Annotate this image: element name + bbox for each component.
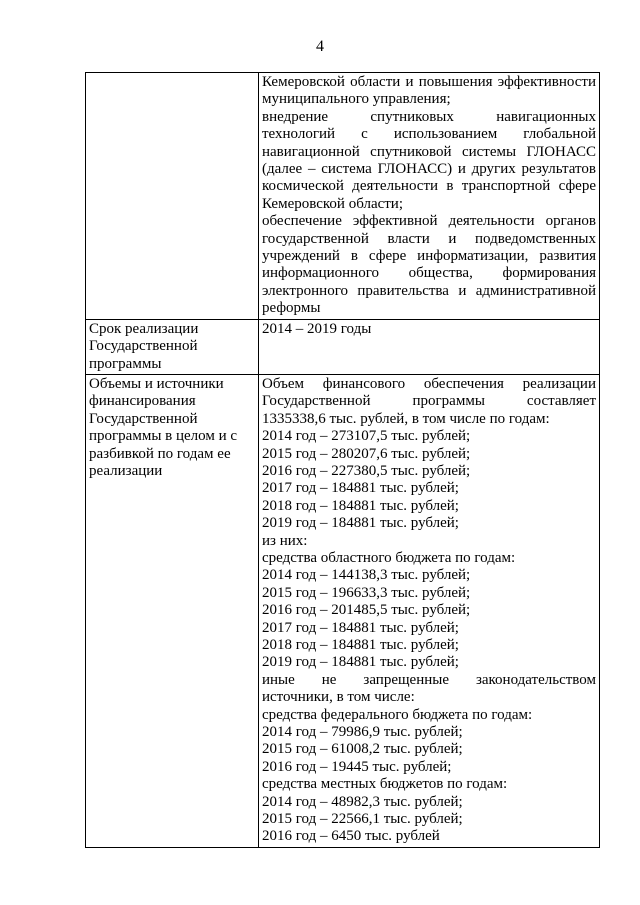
funding-line: 2017 год – 184881 тыс. рублей;	[262, 619, 459, 636]
text-line: технологий с использованием глобальной	[262, 126, 596, 143]
text-line: государственной власти и подведомственных	[262, 230, 596, 247]
label-line: разбивкой по годам ее	[89, 445, 231, 462]
text-line: иные не запрещенные законодательством	[262, 671, 596, 688]
table-row	[86, 374, 600, 847]
funding-line: 2018 год – 184881 тыс. рублей;	[262, 637, 459, 653]
funding-line: средства федерального бюджета по годам:	[262, 706, 533, 723]
text-line: Кемеровской области;	[262, 195, 404, 212]
label-line: программы	[89, 355, 162, 372]
implementation-period-cell	[259, 319, 600, 374]
funding-line: 1335338,6 тыс. рублей, в том числе по годам:	[262, 410, 550, 427]
text-line: космической деятельности в транспортной сфере	[262, 178, 596, 195]
text-line: учреждений в сфере информатизации, развития	[262, 248, 596, 265]
funding-line: 2016 год – 6450 тыс. рублей	[262, 828, 440, 845]
funding-line: средства областного бюджета по годам:	[262, 549, 516, 566]
label-line: программы в целом и с	[89, 428, 238, 445]
funding-line: 2016 год – 19445 тыс. рублей;	[262, 758, 452, 775]
text-line: внедрение спутниковых навигационных	[262, 108, 596, 125]
text-line: Кемеровской области и повышения эффективности	[262, 74, 596, 90]
funding-line: 2018 год – 184881 тыс. рублей;	[262, 497, 459, 514]
paragraph	[262, 109, 596, 213]
goals-cell	[259, 73, 600, 320]
text-line: реформы	[262, 300, 321, 317]
funding-line: из них:	[262, 532, 308, 549]
text-line: обеспечение эффективной деятельности органов	[262, 213, 596, 230]
text-line: Объем финансового обеспечения реализации	[262, 375, 596, 392]
funding-line: 2015 год – 61008,2 тыс. рублей;	[262, 741, 463, 758]
funding-cell	[259, 374, 600, 847]
row-label-cell	[86, 374, 259, 847]
page-number: 4	[316, 38, 324, 55]
paragraph	[262, 213, 596, 317]
funding-line: 2014 год – 273107,5 тыс. рублей;	[262, 428, 471, 445]
funding-line: 2016 год – 201485,5 тыс. рублей;	[262, 602, 471, 619]
label-line: Объемы и источники	[89, 375, 224, 392]
text-line: электронного правительства и административной	[262, 282, 596, 299]
text-line: (далее – система ГЛОНАСС) и других результатов	[262, 161, 596, 178]
funding-line: 2014 год – 48982,3 тыс. рублей;	[262, 793, 463, 810]
table-row	[86, 319, 600, 374]
funding-line: 2015 год – 280207,6 тыс. рублей;	[262, 445, 471, 462]
funding-line: 2016 год – 227380,5 тыс. рублей;	[262, 462, 471, 479]
funding-line: 2019 год – 184881 тыс. рублей;	[262, 654, 459, 671]
funding-line: источники, в том числе:	[262, 689, 415, 706]
funding-line: 2015 год – 22566,1 тыс. рублей;	[262, 811, 463, 828]
implementation-period-value: 2014 – 2019 годы	[262, 320, 372, 337]
label-line: Государственной	[89, 410, 198, 427]
row-label-cell	[86, 73, 259, 320]
label-line: Государственной	[89, 338, 198, 355]
funding-line: 2014 год – 144138,3 тыс. рублей;	[262, 567, 471, 584]
text-line: информационного общества, формирования	[262, 265, 596, 282]
label-line: Срок реализации	[89, 320, 199, 337]
text-line: муниципального управления;	[262, 91, 451, 108]
funding-line: 2015 год – 196633,3 тыс. рублей;	[262, 584, 471, 601]
label-line: финансирования	[89, 393, 196, 410]
text-line: навигационной спутниковой системы ГЛОНАСС	[262, 143, 596, 160]
text-line: Государственной программы составляет	[262, 393, 596, 410]
funding-line: 2017 год – 184881 тыс. рублей;	[262, 480, 459, 497]
funding-line: 2019 год – 184881 тыс. рублей;	[262, 515, 459, 532]
label-line: реализации	[89, 462, 163, 479]
program-passport-table	[85, 72, 600, 848]
funding-line: средства местных бюджетов по годам:	[262, 776, 508, 793]
paragraph	[262, 74, 596, 109]
row-label-cell	[86, 319, 259, 374]
funding-line: 2014 год – 79986,9 тыс. рублей;	[262, 724, 463, 741]
table-row	[86, 73, 600, 320]
